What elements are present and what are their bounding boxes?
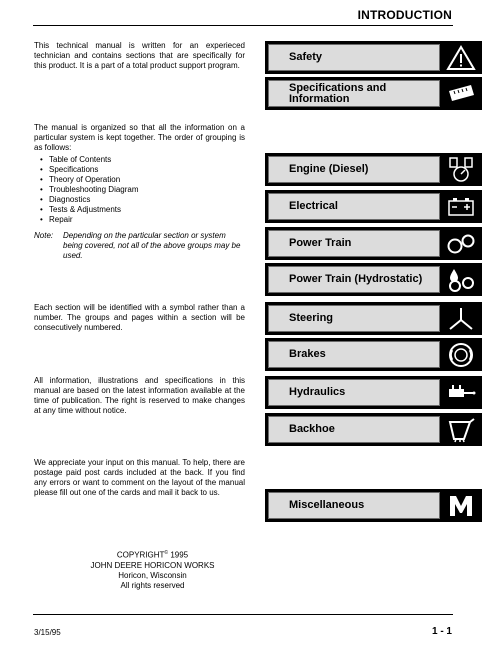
warning-triangle-icon — [443, 44, 479, 71]
copyright-company: JOHN DEERE HORICON WORKS — [90, 560, 215, 570]
list-item: • Table of Contents — [49, 155, 245, 165]
m-letter-icon — [443, 492, 479, 519]
copyright-location: Horicon, Wisconsin — [118, 570, 187, 580]
brake-icon — [443, 341, 479, 368]
header-rule — [33, 25, 453, 26]
hydrostatic-icon — [443, 266, 479, 293]
section-label: Power Train — [268, 230, 440, 257]
copyright-year: 1995 — [168, 550, 189, 560]
footer-date: 3/15/95 — [34, 628, 61, 637]
section-label: Safety — [268, 44, 440, 71]
section-label: Power Train (Hydrostatic) — [268, 266, 440, 293]
section-label: Miscellaneous — [268, 492, 440, 519]
feedback-paragraph: We appreciate your input on this manual. To help, there are postage paid post cards included at the back. If you find any errors or want to comment on the layout of the manual please fill out one of the cards and mail it back to us. — [34, 458, 245, 497]
cylinder-icon — [443, 379, 479, 406]
copyright-word: COPYRIGHT — [116, 550, 165, 560]
section-specifications[interactable] — [265, 77, 482, 110]
section-miscellaneous[interactable] — [265, 489, 482, 522]
copyright-block — [60, 548, 245, 591]
grouping-list — [34, 155, 245, 225]
copyright-rights: All rights reserved — [120, 580, 185, 590]
intro-paragraph: This technical manual is written for an experieced technician and contains sections that are specifically for this product. It is a part of a total product support program. — [34, 41, 245, 70]
gears-icon — [443, 230, 479, 257]
section-hydraulics[interactable] — [265, 376, 482, 409]
tape-measure-icon — [443, 80, 479, 107]
list-item: • Diagnostics — [49, 195, 245, 205]
list-item: • Theory of Operation — [49, 175, 245, 185]
section-label: Backhoe — [268, 416, 440, 443]
footer-rule — [33, 614, 453, 615]
list-item: • Repair — [49, 215, 245, 225]
list-item: • Tests & Adjustments — [49, 205, 245, 215]
info-paragraph: All information, illustrations and specifications in this manual are based on the latest information available at the time of publication. The right is reserved to make changes at any time without notice. — [34, 376, 245, 415]
section-label: Brakes — [268, 341, 440, 368]
note-text: Depending on the particular section or system being covered, not all of the above groups may be used. — [63, 231, 241, 260]
steering-icon — [443, 305, 479, 332]
section-brakes[interactable] — [265, 338, 482, 371]
page-header-title: INTRODUCTION — [357, 8, 452, 22]
section-label: Steering — [268, 305, 440, 332]
section-electrical[interactable] — [265, 190, 482, 223]
note — [34, 231, 246, 261]
section-label: Engine (Diesel) — [268, 156, 440, 183]
symbol-paragraph: Each section will be identified with a symbol rather than a number. The groups and pages within a section will be consecutively numbered. — [34, 303, 245, 332]
section-label: Specifications and Information — [268, 80, 440, 107]
battery-icon — [443, 193, 479, 220]
section-power-train[interactable] — [265, 227, 482, 260]
list-item: • Troubleshooting Diagram — [49, 185, 245, 195]
copyright-symbol: © — [164, 550, 169, 556]
section-power-train-hydrostatic[interactable] — [265, 263, 482, 296]
section-backhoe[interactable] — [265, 413, 482, 446]
section-label: Electrical — [268, 193, 440, 220]
organization-paragraph: The manual is organized so that all the information on a particular system is kept together. The order of grouping is as follows: • Table of Contents • Specifications • Theory of Operation • Troubleshooting Diagram • Diagnostics • Tests & Adjustments • Repair — [34, 123, 245, 225]
section-label: Hydraulics — [268, 379, 440, 406]
list-item: • Specifications — [49, 165, 245, 175]
bucket-icon — [443, 416, 479, 443]
page-number: 1 - 1 — [431, 626, 452, 637]
section-steering[interactable] — [265, 302, 482, 335]
section-safety[interactable] — [265, 41, 482, 74]
section-engine-diesel[interactable] — [265, 153, 482, 186]
engine-icon — [443, 156, 479, 183]
note-label: Note: — [34, 231, 54, 240]
